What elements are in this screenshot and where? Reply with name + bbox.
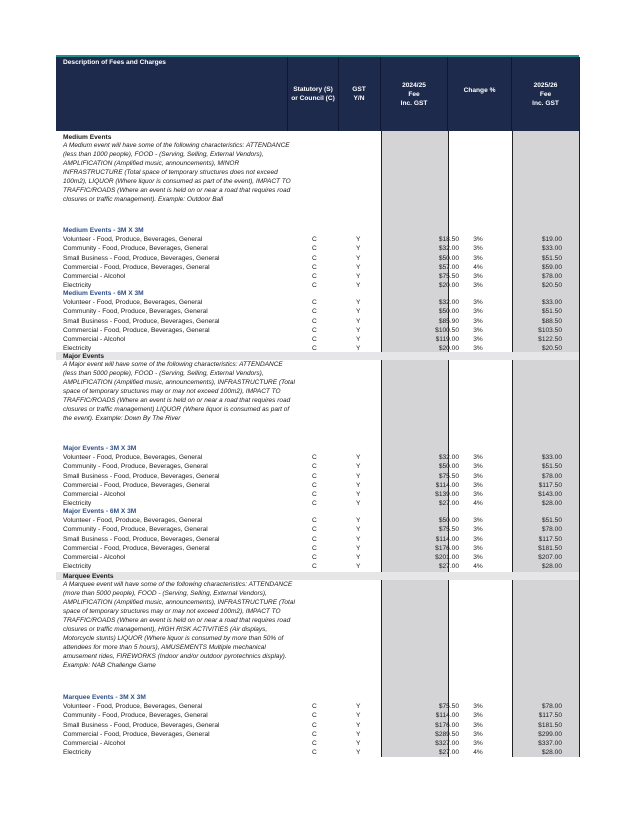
- statutory-flag: C: [312, 563, 317, 571]
- gst-flag: Y: [356, 345, 361, 353]
- fee-2025-column-shade: [512, 57, 580, 757]
- fee-2025: $20.50: [541, 345, 562, 353]
- change-percent: 3%: [473, 730, 483, 738]
- fee-2025: $117.50: [538, 712, 562, 720]
- change-percent: 3%: [473, 721, 483, 729]
- fee-description: Commercial - Alcohol: [63, 740, 126, 747]
- gst-flag: Y: [356, 500, 361, 508]
- fee-2024: $20.00: [438, 282, 459, 290]
- fee-2024: $85.90: [438, 317, 459, 325]
- statutory-flag: C: [312, 472, 317, 480]
- change-percent: 3%: [473, 282, 483, 290]
- change-percent: 3%: [473, 245, 483, 253]
- fee-2024: $27.00: [438, 563, 459, 571]
- gst-flag: Y: [356, 263, 361, 271]
- table-header: [56, 57, 579, 131]
- fee-2024: $176.00: [435, 544, 459, 552]
- change-percent: 3%: [473, 481, 483, 489]
- fee-2024: $201.00: [435, 554, 459, 561]
- fee-description: Commercial - Food, Produce, Beverages, General: [63, 326, 210, 334]
- change-percent: 3%: [473, 703, 483, 711]
- fee-description: Volunteer - Food, Produce, Beverages, General: [63, 236, 203, 244]
- col-gst-header: GST Y/N: [352, 86, 366, 102]
- fee-2024: $57.00: [438, 263, 459, 271]
- statutory-flag: C: [312, 740, 317, 747]
- fee-2024: $50.00: [438, 254, 459, 262]
- statutory-flag: C: [312, 481, 317, 489]
- fee-2025: $51.50: [541, 308, 562, 316]
- fee-2025: $299.00: [538, 730, 562, 738]
- fee-description: Volunteer - Food, Produce, Beverages, General: [63, 299, 203, 307]
- gst-flag: Y: [356, 712, 361, 720]
- change-percent: 3%: [473, 491, 483, 498]
- change-percent: 4%: [473, 263, 483, 271]
- fee-2025: $51.50: [541, 517, 562, 525]
- section-description: A Medium event will have some of the following characteristics: ATTENDANCE (less than 1000 people), FOOD - (Serving, Selling, External Vendors), AMPLIFICATION (Amplified music, announcements), MINOR INFRASTRUCTURE (Total space of temporary structures does not exceed 100m2), LIQUOR (Where liquor is consumed as part of the event), IMPACT TO TRAFFIC/ROADS (Where an event is held on or near a road that requires road closures or traffic management). Example: Outdoor Ball: [63, 142, 291, 203]
- section-description: A Major event will have some of the following characteristics: ATTENDANCE (less than 5000 people), FOOD - (Serving, Selling, External Vendors), AMPLIFICATION (Amplified music, announcements), INFRASTRUCTURE (Total space of temporary structures may or may not exceed 100m2), IMPACT TO TRAFFIC/ROADS (Where an event is held on or near a road that requires road closures or traffic management) LIQUOR (Where liquor is consumed as part of the event). Example: Down By The River: [63, 361, 295, 422]
- fee-description: Community - Food, Produce, Beverages, General: [63, 245, 208, 253]
- gst-flag: Y: [356, 299, 361, 307]
- statutory-flag: C: [312, 299, 317, 307]
- fee-description: Small Business - Food, Produce, Beverages, General: [63, 254, 220, 262]
- fee-2024: $20.00: [438, 345, 459, 353]
- fee-2024: $100.50: [435, 326, 459, 334]
- col-statutory-header: Statutory (S) or Council (C): [291, 86, 335, 102]
- fee-2025: $33.00: [541, 299, 562, 307]
- statutory-flag: C: [312, 254, 317, 262]
- fee-2025: $78.00: [541, 273, 562, 280]
- fee-2025: $28.00: [541, 749, 562, 757]
- statutory-flag: C: [312, 526, 317, 534]
- fee-2024: $75.50: [438, 526, 459, 534]
- statutory-flag: C: [312, 517, 317, 525]
- fee-2024: $32.00: [438, 299, 459, 307]
- statutory-flag: C: [312, 703, 317, 711]
- fee-2024: $176.00: [435, 721, 459, 729]
- fee-description: Community - Food, Produce, Beverages, General: [63, 308, 208, 316]
- fee-description: Electricity: [63, 282, 92, 290]
- fee-2024: $327.00: [435, 740, 459, 747]
- statutory-flag: C: [312, 326, 317, 334]
- gst-flag: Y: [356, 749, 361, 757]
- col-change-header: Change %: [463, 87, 496, 94]
- statutory-flag: C: [312, 454, 317, 462]
- fee-description: Commercial - Alcohol: [63, 554, 126, 561]
- change-percent: 3%: [473, 517, 483, 525]
- fee-2024: $50.00: [438, 517, 459, 525]
- fee-2024: $114.00: [435, 712, 459, 720]
- gst-flag: Y: [356, 336, 361, 343]
- fee-2025: $181.50: [538, 544, 562, 552]
- statutory-flag: C: [312, 544, 317, 552]
- statutory-flag: C: [312, 463, 317, 471]
- gst-flag: Y: [356, 308, 361, 316]
- fee-2024: $75.50: [438, 703, 459, 711]
- fee-description: Commercial - Alcohol: [63, 336, 126, 343]
- fee-2025: $181.50: [538, 721, 562, 729]
- gst-flag: Y: [356, 554, 361, 561]
- statutory-flag: C: [312, 317, 317, 325]
- fee-2025: $28.00: [541, 563, 562, 571]
- gst-flag: Y: [356, 721, 361, 729]
- fee-2025: $28.00: [541, 500, 562, 508]
- fee-2024: $27.00: [438, 749, 459, 757]
- change-percent: 3%: [473, 472, 483, 480]
- change-percent: 3%: [473, 299, 483, 307]
- statutory-flag: C: [312, 345, 317, 353]
- statutory-flag: C: [312, 749, 317, 757]
- gst-flag: Y: [356, 491, 361, 498]
- gst-flag: Y: [356, 526, 361, 534]
- fee-description: Volunteer - Food, Produce, Beverages, General: [63, 517, 203, 525]
- fee-2025: $20.50: [541, 282, 562, 290]
- change-percent: 3%: [473, 454, 483, 462]
- fee-description: Small Business - Food, Produce, Beverages, General: [63, 721, 220, 729]
- fee-2025: $143.00: [538, 491, 562, 498]
- statutory-flag: C: [312, 236, 317, 244]
- col-fee-2024-header: 2024/25 Fee Inc. GST: [400, 82, 428, 107]
- gst-flag: Y: [356, 563, 361, 571]
- fee-2025: $78.00: [541, 703, 562, 711]
- statutory-flag: C: [312, 730, 317, 738]
- gst-flag: Y: [356, 517, 361, 525]
- fee-2024: $119.00: [435, 336, 459, 343]
- fee-description: Volunteer - Food, Produce, Beverages, General: [63, 703, 203, 711]
- fee-2024: $289.50: [435, 730, 459, 738]
- change-percent: 3%: [473, 336, 483, 343]
- gst-flag: Y: [356, 236, 361, 244]
- fee-description: Commercial - Food, Produce, Beverages, General: [63, 544, 210, 552]
- fee-2024: $75.50: [438, 273, 459, 280]
- change-percent: 3%: [473, 308, 483, 316]
- fee-2025: $78.00: [541, 526, 562, 534]
- gst-flag: Y: [356, 317, 361, 325]
- gst-flag: Y: [356, 472, 361, 480]
- fee-2025: $117.50: [538, 481, 562, 489]
- change-percent: 3%: [473, 740, 483, 747]
- fee-2025: $51.50: [541, 463, 562, 471]
- gst-flag: Y: [356, 273, 361, 280]
- fee-2024: $50.00: [438, 463, 459, 471]
- gst-flag: Y: [356, 481, 361, 489]
- section-band: [56, 572, 579, 580]
- change-percent: 3%: [473, 236, 483, 244]
- change-percent: 3%: [473, 273, 483, 280]
- statutory-flag: C: [312, 535, 317, 543]
- gst-flag: Y: [356, 254, 361, 262]
- section-description: A Marquee event will have some of the following characteristics: ATTENDANCE (more than 5000 people), FOOD - (Serving, Selling, External Vendors), AMPLIFICATION (Amplified music, announcements), INFRASTRUCTURE (Total space of temporary structures may or may not exceed 100m2), IMPACT TO TRAFFIC/ROADS (Where an event is held on or near a road that requires road closures or traffic management), HIGH RISK ACTIVITIES (Air displays, Motorcycle stunts) LIQUOR (Where liquor is consumed by more than 50% of attendees for more than 5 hours), AMUSEMENTS Multiple mechanical amusement rides, FIREWORKS (Indoor and/or outdoor pyrotechnics display). Example: NAB Challenge Game: [63, 581, 295, 669]
- change-percent: 3%: [473, 712, 483, 720]
- fee-description: Small Business - Food, Produce, Beverages, General: [63, 317, 220, 325]
- fee-description: Volunteer - Food, Produce, Beverages, General: [63, 454, 203, 462]
- statutory-flag: C: [312, 712, 317, 720]
- gst-flag: Y: [356, 740, 361, 747]
- fee-2024: $114.00: [435, 481, 459, 489]
- fee-2024: $50.00: [438, 308, 459, 316]
- fee-2024: $18.50: [438, 236, 459, 244]
- fee-2024: $139.00: [435, 491, 459, 498]
- fee-description: Electricity: [63, 500, 92, 508]
- fee-2025: $337.00: [538, 740, 562, 747]
- change-percent: 3%: [473, 317, 483, 325]
- fee-description: Community - Food, Produce, Beverages, General: [63, 526, 208, 534]
- fee-description: Small Business - Food, Produce, Beverages, General: [63, 535, 220, 543]
- statutory-flag: C: [312, 245, 317, 253]
- change-percent: 4%: [473, 749, 483, 757]
- fee-2024: $27.00: [438, 500, 459, 508]
- col-fee-2025-header: 2025/26 Fee Inc. GST: [532, 82, 559, 107]
- fee-2024: $32.00: [438, 454, 459, 462]
- statutory-flag: C: [312, 308, 317, 316]
- fee-2025: $122.50: [538, 336, 562, 343]
- fee-2025: $103.50: [538, 326, 562, 334]
- change-percent: 3%: [473, 345, 483, 353]
- statutory-flag: C: [312, 500, 317, 508]
- fee-2025: $33.00: [541, 245, 562, 253]
- fee-2025: $51.50: [541, 254, 562, 262]
- change-percent: 3%: [473, 535, 483, 543]
- fee-2025: $207.00: [538, 554, 562, 561]
- table-title: Description of Fees and Charges: [63, 59, 166, 66]
- change-percent: 3%: [473, 554, 483, 561]
- statutory-flag: C: [312, 336, 317, 343]
- fee-2025: $59.00: [541, 263, 562, 271]
- gst-flag: Y: [356, 544, 361, 552]
- change-percent: 3%: [473, 254, 483, 262]
- gst-flag: Y: [356, 282, 361, 290]
- fee-description: Electricity: [63, 749, 92, 757]
- gst-flag: Y: [356, 454, 361, 462]
- fee-description: Community - Food, Produce, Beverages, General: [63, 712, 208, 720]
- gst-flag: Y: [356, 535, 361, 543]
- fee-description: Community - Food, Produce, Beverages, General: [63, 463, 208, 471]
- fee-2025: $19.00: [541, 236, 562, 244]
- fee-2025: $117.50: [538, 535, 562, 543]
- fee-2024: $114.00: [435, 535, 459, 543]
- change-percent: 4%: [473, 563, 483, 571]
- gst-flag: Y: [356, 703, 361, 711]
- change-percent: 3%: [473, 463, 483, 471]
- fee-2025: $78.00: [541, 472, 562, 480]
- fee-description: Commercial - Food, Produce, Beverages, General: [63, 481, 210, 489]
- fee-2025: $88.50: [541, 317, 562, 325]
- fee-2024-column-shade: [381, 57, 449, 757]
- fee-description: Commercial - Alcohol: [63, 273, 126, 280]
- statutory-flag: C: [312, 491, 317, 498]
- fee-2024: $75.50: [438, 472, 459, 480]
- statutory-flag: C: [312, 721, 317, 729]
- section-band: [56, 352, 579, 360]
- change-percent: 3%: [473, 544, 483, 552]
- statutory-flag: C: [312, 273, 317, 280]
- fee-description: Commercial - Food, Produce, Beverages, General: [63, 730, 210, 738]
- change-percent: 4%: [473, 500, 483, 508]
- gst-flag: Y: [356, 463, 361, 471]
- statutory-flag: C: [312, 554, 317, 561]
- change-percent: 3%: [473, 526, 483, 534]
- fee-description: Commercial - Alcohol: [63, 491, 126, 498]
- gst-flag: Y: [356, 326, 361, 334]
- statutory-flag: C: [312, 282, 317, 290]
- fee-description: Small Business - Food, Produce, Beverages, General: [63, 472, 220, 480]
- fee-description: Electricity: [63, 563, 92, 571]
- fee-description: Electricity: [63, 345, 92, 353]
- change-percent: 3%: [473, 326, 483, 334]
- fee-2024: $32.00: [438, 245, 459, 253]
- gst-flag: Y: [356, 245, 361, 253]
- fee-2025: $33.00: [541, 454, 562, 462]
- fee-description: Commercial - Food, Produce, Beverages, General: [63, 263, 210, 271]
- statutory-flag: C: [312, 263, 317, 271]
- gst-flag: Y: [356, 730, 361, 738]
